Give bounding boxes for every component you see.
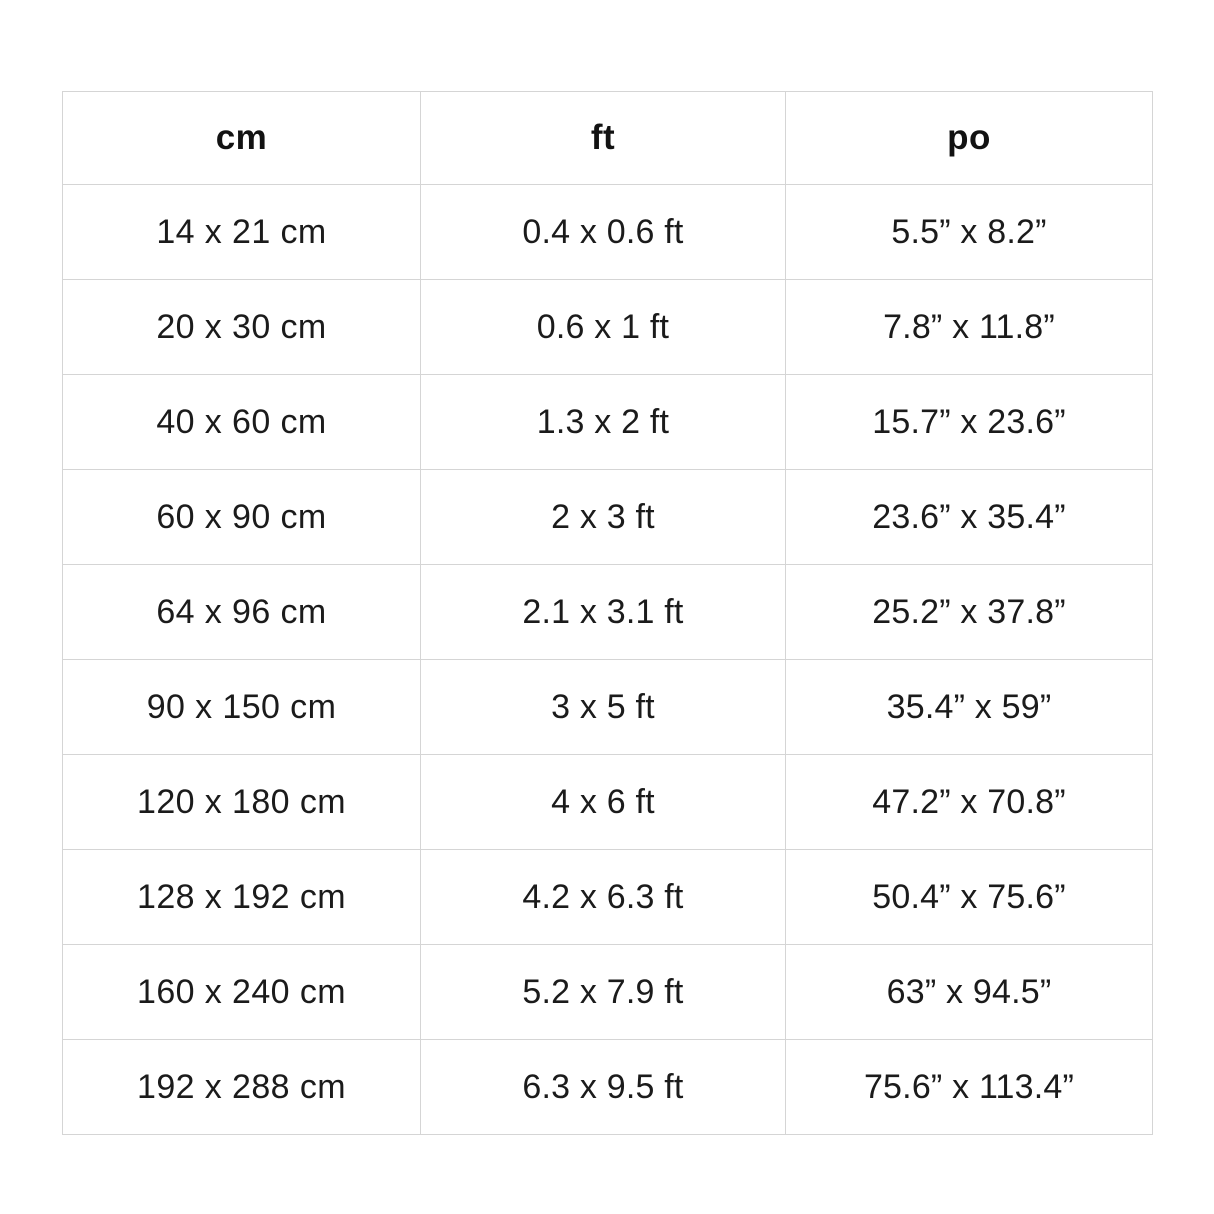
cell-ft: 0.4 x 0.6 ft xyxy=(421,185,786,280)
cell-ft: 6.3 x 9.5 ft xyxy=(421,1040,786,1135)
cell-po: 23.6” x 35.4” xyxy=(786,470,1153,565)
cell-po: 35.4” x 59” xyxy=(786,660,1153,755)
cell-po: 7.8” x 11.8” xyxy=(786,280,1153,375)
cell-cm: 128 x 192 cm xyxy=(63,850,421,945)
table-body xyxy=(63,185,1153,1135)
cell-po: 5.5” x 8.2” xyxy=(786,185,1153,280)
table-row xyxy=(63,185,1153,280)
cell-cm: 160 x 240 cm xyxy=(63,945,421,1040)
cell-ft: 5.2 x 7.9 ft xyxy=(421,945,786,1040)
table-header xyxy=(63,92,1153,185)
cell-po: 75.6” x 113.4” xyxy=(786,1040,1153,1135)
cell-po: 47.2” x 70.8” xyxy=(786,755,1153,850)
size-conversion-table-container xyxy=(62,91,1152,1135)
cell-cm: 14 x 21 cm xyxy=(63,185,421,280)
cell-cm: 60 x 90 cm xyxy=(63,470,421,565)
cell-cm: 90 x 150 cm xyxy=(63,660,421,755)
size-conversion-table xyxy=(62,91,1153,1135)
cell-ft: 1.3 x 2 ft xyxy=(421,375,786,470)
cell-ft: 4 x 6 ft xyxy=(421,755,786,850)
table-row xyxy=(63,1040,1153,1135)
cell-ft: 2 x 3 ft xyxy=(421,470,786,565)
cell-ft: 3 x 5 ft xyxy=(421,660,786,755)
cell-po: 15.7” x 23.6” xyxy=(786,375,1153,470)
column-header-ft: ft xyxy=(421,92,786,185)
cell-po: 63” x 94.5” xyxy=(786,945,1153,1040)
cell-ft: 4.2 x 6.3 ft xyxy=(421,850,786,945)
column-header-cm: cm xyxy=(63,92,421,185)
table-row xyxy=(63,850,1153,945)
table-row xyxy=(63,660,1153,755)
cell-cm: 40 x 60 cm xyxy=(63,375,421,470)
cell-ft: 2.1 x 3.1 ft xyxy=(421,565,786,660)
table-row xyxy=(63,280,1153,375)
cell-cm: 120 x 180 cm xyxy=(63,755,421,850)
table-row xyxy=(63,470,1153,565)
cell-po: 25.2” x 37.8” xyxy=(786,565,1153,660)
cell-ft: 0.6 x 1 ft xyxy=(421,280,786,375)
cell-cm: 20 x 30 cm xyxy=(63,280,421,375)
table-row xyxy=(63,565,1153,660)
table-row xyxy=(63,375,1153,470)
table-header-row xyxy=(63,92,1153,185)
cell-cm: 64 x 96 cm xyxy=(63,565,421,660)
cell-cm: 192 x 288 cm xyxy=(63,1040,421,1135)
table-row xyxy=(63,755,1153,850)
table-row xyxy=(63,945,1153,1040)
column-header-po: po xyxy=(786,92,1153,185)
cell-po: 50.4” x 75.6” xyxy=(786,850,1153,945)
